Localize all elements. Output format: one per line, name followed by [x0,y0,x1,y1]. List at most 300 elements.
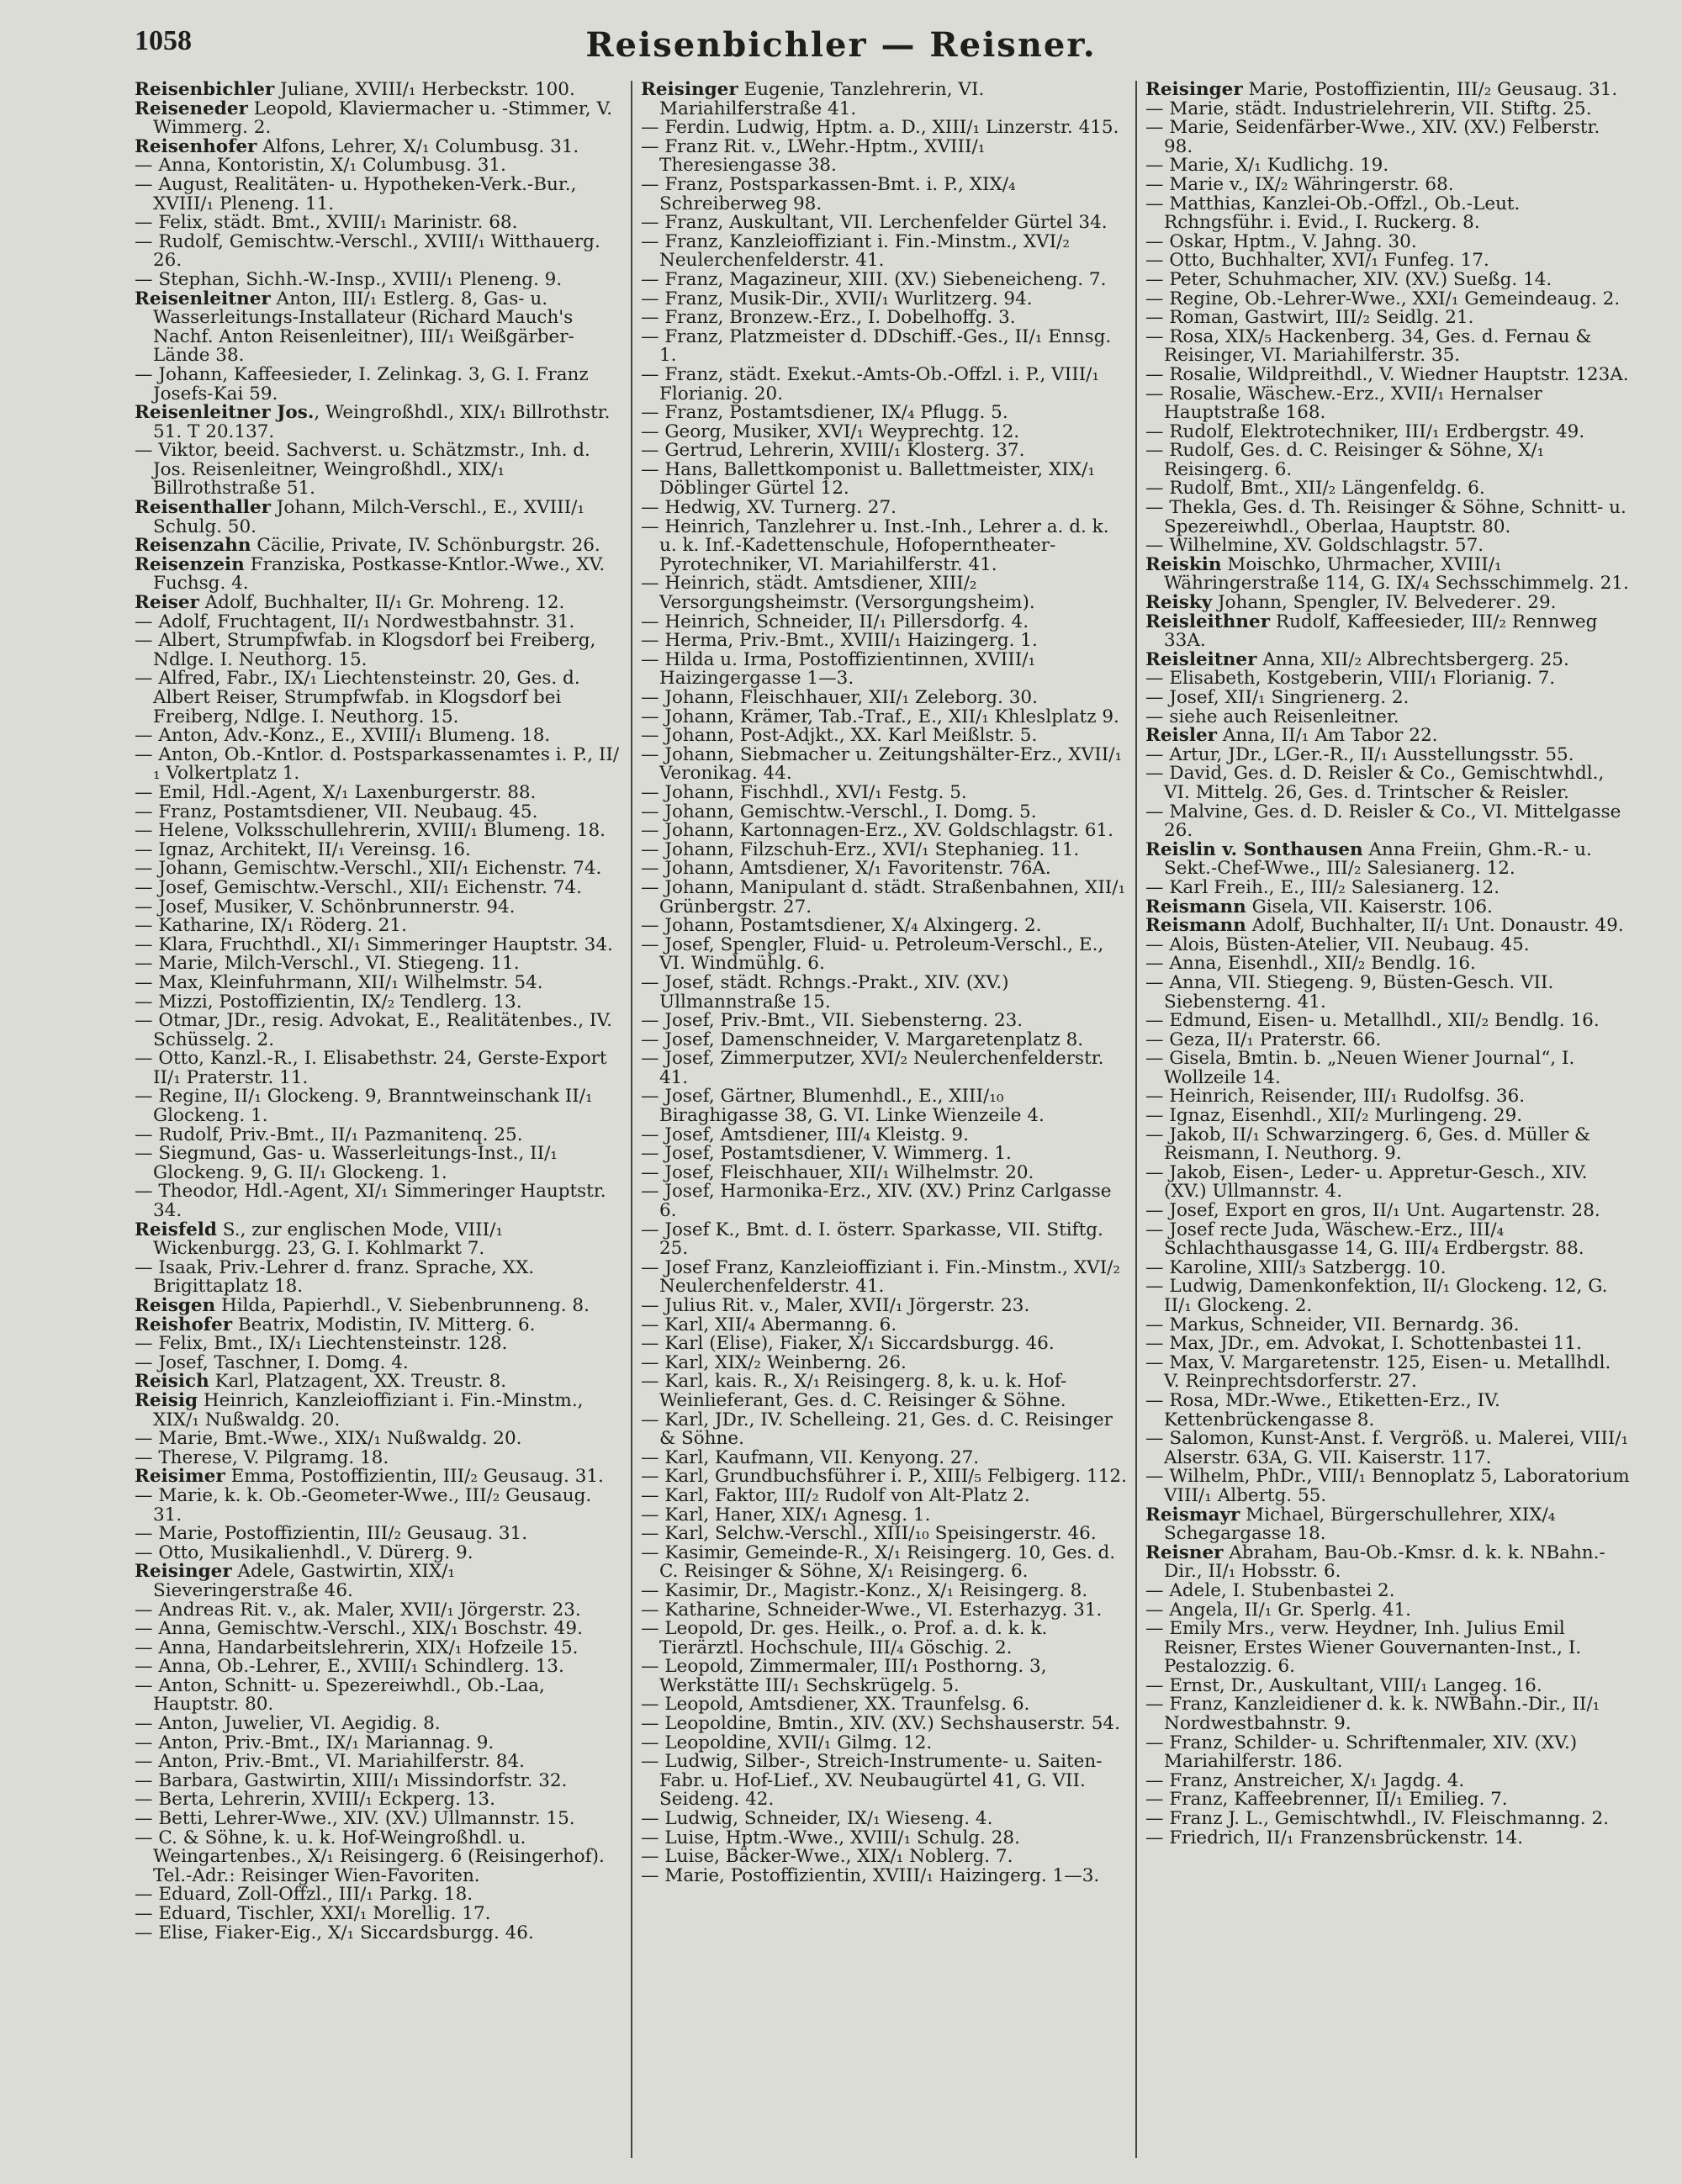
entry-text: — Jakob, Eisen-, Leder- u. Appretur-Gesch., XIV. (XV.) Ullmannstr. 4. [1145,1161,1588,1203]
directory-entry [135,1563,622,1600]
entry-text: — Franz, Kanzleidiener d. k. k. NWBahn.-Dir., II/₁ Nordwestbahnstr. 9. [1145,1694,1600,1735]
entry-text: — Leopold, Dr. ges. Heilk., o. Prof. a. d. k. k. Tierärztl. Hochschule, III/₄ Göschig. 2. [641,1618,1048,1658]
entry-text: — Albert, Strumpfwfab. in Klogsdorf bei Freiberg, Ndlge. I. Neuthorg. 15. [135,630,596,670]
directory-entry [135,1639,622,1658]
entry-text: — Franz J. L., Gemischtwhdl., IV. Fleischmanng. 2. [1145,1808,1609,1830]
directory-entry [135,1446,622,1468]
entry-surname: Reisinger [1145,81,1243,100]
directory-entry [1145,955,1632,974]
entry-text: — Karl, XII/₄ Abermanng. 6. [641,1314,897,1335]
directory-entry [135,613,622,632]
directory-entry [135,499,622,537]
entry-text: Michael, Bürgerschullehrer, XIX/₄ Schegargasse 18. [1164,1504,1556,1545]
entry-surname: Reisky [1145,592,1213,614]
entry-text: — Josef, Harmonika-Erz., XIV. (XV.) Prinz Carlgasse 6. [641,1181,1112,1222]
entry-text: — Jakob, II/₁ Schwarzingerg. 6, Ges. d. Müller & Reismann, I. Neuthorg. 9. [1145,1124,1591,1165]
entry-text: — Anna, Ob.-Lehrer, E., XVIII/₁ Schindlerg. 13. [135,1656,564,1678]
entry-text: Karl, Platzagent, XX. Treustr. 8. [209,1371,507,1393]
entry-text: — Anton, Priv.-Bmt., VI. Mariahilferstr. 84. [135,1751,525,1773]
entry-text: — Luise, Bäcker-Wwe., XIX/₁ Noblerg. 7. [641,1846,1013,1868]
entry-text: — Klara, Fruchthdl., XI/₁ Simmeringer Hauptstr. 34. [135,933,613,955]
directory-entry [641,1411,1127,1449]
entry-text: — Stephan, Sichh.-W.-Insp., XVIII/₁ Pleneng. 9. [135,268,563,290]
entry-surname: Reisfeld [135,1219,217,1240]
entry-text: — Otto, Kanzl.-R., I. Elisabethstr. 24, Gerste-Export II/₁ Praterstr. 11. [135,1048,607,1088]
directory-entry [641,1658,1127,1695]
entry-surname: Reisenzein [135,553,245,575]
directory-entry [641,404,1127,423]
entry-text: — Josef, Gemischtw.-Verschl., XII/₁ Eichenstr. 74. [135,876,582,898]
entry-text: — Marie, Postoffizientin, III/₂ Geusaug. 31. [135,1523,528,1545]
directory-entry [641,917,1127,936]
directory-entry [1145,917,1632,936]
directory-entry [135,1050,622,1087]
directory-entry [641,518,1127,575]
entry-text: — Franz, Kanzleioffiziant i. Fin.-Minstm., XVI/₂ Neulerchenfelderstr. 41. [641,230,1070,272]
directory-entry [1145,195,1632,233]
directory-entry [1145,1277,1632,1315]
directory-entry [135,173,622,214]
entry-text: — Heinrich, städt. Amtsdiener, XIII/₂ Versorgungsheimstr. (Versorgungsheim). [641,573,1035,614]
entry-surname: Reisler [1145,725,1217,747]
directory-entry [641,632,1127,651]
directory-entry [1145,230,1632,252]
directory-entry [641,1734,1127,1753]
directory-entry [641,1050,1127,1087]
entry-text: — Marie, X/₁ Kudlichg. 19. [1145,155,1389,177]
entry-text: Anna, II/₁ Am Tabor 22. [1217,725,1438,747]
entry-text: — Herma, Priv.-Bmt., XVIII/₁ Haizingerg. 1. [641,630,1038,652]
directory-entry [1145,876,1632,898]
directory-entry [641,81,1127,119]
entry-text: — Josef Franz, Kanzleioffiziant i. Fin.-Minstm., XVI/₂ Neulerchenfelderstr. 41. [641,1256,1121,1298]
entry-text: — Josef, Postamtsdiener, V. Wimmerg. 1. [641,1143,1012,1165]
directory-entry [135,268,622,290]
entry-text: — Marie, Postoffizientin, XVIII/₁ Haizingerg. 1—3. [641,1864,1100,1886]
entry-text: — Marie, k. k. Ob.-Geometer-Wwe., III/₂ Geusaug. 31. [135,1484,592,1526]
directory-entry [1145,156,1632,176]
entry-text: — Franz Rit. v., LWehr.-Hptm., XVIII/₁ Theresiengasse 38. [641,135,986,177]
column-1 [126,81,631,2158]
directory-entry [1145,727,1632,746]
directory-entry [641,290,1127,309]
entry-text: — Rosalie, Wildpreithdl., V. Wiedner Hauptstr. 123A. [1145,363,1629,385]
directory-entry [1145,689,1632,708]
entry-text: Moischko, Uhrmacher, XVIII/₁ Währingerstraße 114, G. IX/₄ Sechsschimmelg. 21. [1164,553,1629,595]
entry-text: — Siegmund, Gas- u. Wasserleitungs-Inst., II/₁ Glockeng. 9, G. II/₁ Glockeng. 1. [135,1143,558,1183]
directory-entry [135,1715,622,1734]
directory-entry [1145,1810,1632,1829]
entry-text: — Salomon, Kunst-Anst. f. Vergröß. u. Malerei, VIII/₁ Alserstr. 63A, G. VII. Kaiserstr. 117. [1145,1428,1629,1468]
directory-entry [641,1864,1127,1886]
directory-entry [135,1924,622,1943]
entry-text: — siehe auch Reisenleitner. [1145,706,1399,727]
directory-entry [641,1579,1127,1601]
entry-text: — Markus, Schneider, VII. Bernardg. 36. [1145,1314,1520,1335]
entry-text: — Franz, Auskultant, VII. Lerchenfelder Gürtel 34. [641,212,1108,234]
entry-text: — Franz, Postamtsdiener, IX/₄ Pflugg. 5. [641,402,1008,424]
entry-text: — Marie, Bmt.-Wwe., XIX/₁ Nußwaldg. 20. [135,1428,522,1450]
directory-entry [135,1467,622,1487]
directory-entry [1145,1769,1632,1791]
directory-entry [1145,553,1632,595]
entry-text: — Oskar, Hptm., V. Jahng. 30. [1145,230,1417,252]
directory-entry [135,1541,622,1563]
directory-entry [135,1734,622,1753]
entry-text: — Rudolf, Priv.-Bmt., II/₁ Pazmanitenq. 25. [135,1124,523,1145]
directory-entry [135,1674,622,1716]
entry-text: — Johann, Post-Adjkt., XX. Karl Meißlstr. 5. [641,725,1038,747]
directory-entry [135,933,622,955]
directory-entry [641,1541,1127,1583]
entry-text: — Karl, Faktor, III/₂ Rudolf von Alt-Platz 2. [641,1484,1030,1506]
entry-text: — Thekla, Ges. d. Th. Reisinger & Söhne, Schnitt- u. Spezereiwhdl., Oberlaa, Hauptstr. 80. [1145,497,1626,537]
directory-entry [641,574,1127,612]
entry-text: — Friedrich, II/₁ Franzensbrückenstr. 14. [1145,1827,1524,1848]
directory-entry [1145,325,1632,367]
directory-entry [641,1601,1127,1621]
directory-entry [135,1256,622,1298]
entry-text: — Barbara, Gastwirtin, XIII/₁ Missindorfstr. 32. [135,1769,568,1791]
entry-text: — Leopoldine, Bmtin., XIV. (XV.) Sechshauserstr. 54. [641,1713,1120,1735]
entry-text: — Kasimir, Dr., Magistr.-Konz., X/₁ Reisingerg. 8. [641,1579,1088,1601]
directory-entry [135,1658,622,1677]
entry-surname: Reisgen [135,1295,216,1316]
entry-text: — Alfred, Fabr., IX/₁ Liechtensteinstr. 20, Ges. d. Albert Reiser, Strumpfwfab. in Klogsdorf bei Freiberg, Ndlge. I. Neuthorg. 15. [135,668,580,727]
entry-text: — Marie v., IX/₂ Währingerstr. 68. [1145,173,1454,195]
entry-text: — Josef, Gärtner, Blumenhdl., E., XIII/₁₀ Biraghigasse 38, G. VI. Linke Wienzeile 4. [641,1086,1045,1127]
directory-entry [641,613,1127,632]
entry-text: — Leopoldine, XVII/₁ Gilmg. 12. [641,1732,933,1753]
directory-entry [1145,1674,1632,1696]
directory-entry [1145,251,1632,271]
directory-entry [1145,1467,1632,1505]
entry-text: — Josef recte Juda, Wäschew.-Erz., III/₄ Schlachthausgasse 14, G. III/₄ Erdbergstr. 88. [1145,1219,1584,1260]
entry-text: Anna Freiin, Ghm.-R.- u. Sekt.-Chef-Wwe., III/₂ Salesianerg. 12. [1164,838,1592,880]
directory-entry [641,420,1127,442]
directory-entry [641,1848,1127,1867]
directory-entry [135,404,622,442]
entry-text: — Theodor, Hdl.-Agent, XI/₁ Simmeringer Hauptstr. 34. [135,1181,606,1222]
entry-text: — Ludwig, Silber-, Streich-Instrumente- u. Saiten-Fabr. u. Hof-Lief., XV. Neubaugürtel 41, G. VII. Seideng. 42. [641,1751,1103,1811]
directory-entry [135,838,622,860]
directory-entry [135,1389,622,1430]
directory-entry [641,727,1127,746]
directory-entry [135,1221,622,1259]
directory-entry [641,135,1127,177]
directory-entry [135,1430,622,1449]
entry-text: — C. & Söhne, k. u. k. Hof-Weingroßhdl. u. Weingartenbes., X/₁ Reisingerg. 6 (Reisingerhof). Tel.-Adr.: Reisinger Wien-Favoriten. [135,1827,605,1886]
directory-entry [641,458,1127,500]
entry-text: — Ernst, Dr., Auskultant, VIII/₁ Langeg. 16. [1145,1674,1542,1696]
directory-entry [641,1525,1127,1544]
entry-text: — Heinrich, Schneider, II/₁ Pillersdorfg. 4. [641,611,1029,632]
entry-text: Marie, Postoffizientin, III/₂ Geusaug. 31. [1242,81,1618,100]
directory-entry [1145,268,1632,290]
entry-text: Anna, XII/₂ Albrechtsbergerg. 25. [1256,648,1569,670]
directory-entry [135,822,622,841]
entry-text: — Artur, JDr., LGer.-R., II/₁ Ausstellungsstr. 55. [1145,743,1574,765]
entry-text: — Karl Freih., E., III/₂ Salesianerg. 12. [1145,876,1500,898]
directory-entry [641,1715,1127,1734]
directory-entry [1145,1620,1632,1677]
directory-entry [641,781,1127,803]
directory-entry [1145,971,1632,1013]
directory-entry [1145,100,1632,119]
entry-text: Beatrix, Modistin, IV. Mitterg. 6. [232,1314,536,1335]
directory-entry [135,230,622,272]
directory-entry [135,553,622,595]
directory-entry [641,876,1127,917]
directory-entry [1145,594,1632,613]
directory-entry [641,1126,1127,1145]
directory-entry [1145,669,1632,689]
entry-text: — Geza, II/₁ Praterstr. 66. [1145,1029,1382,1050]
directory-entry [1145,537,1632,556]
entry-text: Gisela, VII. Kaiserstr. 106. [1246,896,1493,917]
entry-text: — Johann, Kaffeesieder, I. Zelinkag. 3, G. I. Franz Josefs-Kai 59. [135,363,589,405]
entry-text: — Otto, Musikalienhdl., V. Dürerg. 9. [135,1541,473,1563]
directory-entry [641,1087,1127,1125]
directory-entry [1145,1389,1632,1430]
directory-entry [135,135,622,157]
entry-text: — Karl, Kaufmann, VII. Kenyong. 27. [641,1446,980,1468]
directory-entry [135,1829,622,1886]
directory-entry [1145,442,1632,479]
directory-entry [1145,1202,1632,1221]
entry-text: — Ignaz, Architekt, II/₁ Vereinsg. 16. [135,838,471,860]
entry-text: — Helene, Volksschullehrerin, XVIII/₁ Blumeng. 18. [135,820,606,842]
entry-text: — Regine, II/₁ Glockeng. 9, Branntweinschank II/₁ Glockeng. 1. [135,1086,593,1127]
directory-entry [641,1620,1127,1658]
entry-text: — Josef, Priv.-Bmt., VII. Siebensterng. 23. [641,1010,1023,1032]
directory-entry [135,290,622,366]
directory-entry [135,1126,622,1145]
directory-entry [1145,1316,1632,1335]
entry-text: — Emil, Hdl.-Agent, X/₁ Laxenburgerstr. 88. [135,781,537,803]
directory-entry [1145,838,1632,880]
directory-entry [641,1161,1127,1183]
directory-entry [641,363,1127,405]
entry-text: — Karl, Grundbuchsführer i. P., XIII/₅ Felbigerg. 112. [641,1466,1127,1488]
entry-text: — Eduard, Tischler, XXI/₁ Morellig. 17. [135,1903,491,1924]
column-2 [631,81,1135,2158]
entry-text: — Katharine, Schneider-Wwe., VI. Esterhazyg. 31. [641,1599,1103,1621]
directory-entry [135,971,622,993]
entry-text: Johann, Milch-Verschl., E., XVIII/₁ Schulg. 50. [153,497,584,537]
entry-text: — Karoline, XIII/₃ Satzbergg. 10. [1145,1256,1447,1278]
entry-text: — Anna, Gemischtw.-Verschl., XIX/₁ Boschstr. 49. [135,1618,583,1640]
directory-entry [641,1695,1127,1715]
directory-entry [135,100,622,138]
directory-entry [641,1316,1127,1335]
entry-text: Franziska, Postkasse-Kntlor.-Wwe., XV. Fuchsg. 4. [153,553,606,595]
entry-surname: Reisinger [641,81,738,100]
entry-text: — Gertrud, Lehrerin, XVIII/₁ Klosterg. 37. [641,440,1025,462]
directory-entry [1145,173,1632,195]
entry-text: — Johann, Siebmacher u. Zeitungshälter-Erz., XVII/₁ Veronikag. 44. [641,743,1123,785]
entry-text: — Felix, Bmt., IX/₁ Liechtensteinstr. 128. [135,1333,508,1355]
entry-text: — Johann, Krämer, Tab.-Traf., E., XII/₁ Khleslplatz 9. [641,706,1119,727]
directory-entry [135,1525,622,1544]
directory-entry [1145,363,1632,385]
entry-surname: Reishofer [135,1314,233,1335]
directory-entry [1145,1335,1632,1354]
directory-entry [641,1506,1127,1526]
entry-text: — Ludwig, Damenkonfektion, II/₁ Glockeng. 12, G. II/₁ Glockeng. 2. [1145,1276,1608,1316]
entry-surname: Reisinger [135,1561,232,1583]
entry-text: Abraham, Bau-Ob.-Kmsr. d. k. k. NBahn.-Dir., II/₁ Hobsstr. 6. [1164,1541,1605,1583]
directory-entry [641,838,1127,860]
entry-text: — Roman, Gastwirt, III/₂ Seidlg. 21. [1145,307,1474,329]
entry-text: — David, Ges. d. D. Reisler & Co., Gemischtwhdl., VI. Mittelg. 26, Ges. d. Trintscher & Reisler. [1145,763,1605,803]
directory-entry [135,1087,622,1125]
directory-entry [135,1316,622,1335]
directory-entry [135,1810,622,1829]
directory-entry [641,1351,1127,1373]
directory-entry [1145,385,1632,423]
entry-surname: Reiser [135,592,199,614]
entry-text: — Heinrich, Tanzlehrer u. Inst.-Inh., Lehrer a. d. k. u. k. Inf.-Kadettenschule, Hofoperntheater-Pyrotechniker, VI. Mariahilferstr. 41. [641,516,1109,575]
directory-entry [641,803,1127,822]
entry-text: Johann, Spengler, IV. Belvederег. 29. [1212,592,1557,614]
entry-text: — Rudolf, Ges. d. C. Reisinger & Söhne, X/₁ Reisingerg. 6. [1145,440,1545,480]
entry-text: Alfons, Lehrer, X/₁ Columbusg. 31. [257,135,579,157]
entry-text: — Max, V. Margaretenstr. 125, Eisen- u. Metallhdl. V. Reinprechtsdorferstr. 27. [1145,1351,1611,1393]
entry-text: — Franz, Musik-Dir., XVII/₁ Wurlitzerg. 94. [641,288,1033,309]
entry-text: Eugenie, Tanzlehrerin, VI. Mariahilferstraße 41. [659,81,985,119]
directory-entry [135,669,622,727]
entry-surname: Reismann [1145,915,1246,937]
entry-text: Anton, III/₁ Estlerg. 8, Gas- u. Wasserleitungs-Installateur (Richard Mauch's Nachf. Anton Reisenleitner), III/₁ Weißgärber-Lände 38. [153,288,574,367]
directory-entry [135,876,622,898]
entry-surname: Reismayr [1145,1504,1240,1526]
directory-entry [1145,1790,1632,1810]
directory-entry [135,1790,622,1810]
entry-text: — Betti, Lehrer-Wwe., XIV. (XV.) Ullmannstr. 15. [135,1808,575,1830]
directory-entry [1145,479,1632,499]
entry-surname: Reismann [1145,896,1246,917]
directory-entry [641,1221,1127,1259]
entry-text: Juliane, XVIII/₁ Herbeckstr. 100. [274,81,575,100]
entry-text: — Hans, Ballettkomponist u. Ballettmeister, XIX/₁ Döblinger Gürtel 12. [641,458,1095,500]
directory-entry [1145,933,1632,955]
entry-surname: Reisenleitner Jos. [135,402,315,424]
entry-text: — Karl, XIX/₂ Weinberng. 26. [641,1351,907,1373]
directory-entry [1145,309,1632,328]
entry-text: — August, Realitäten- u. Hypotheken-Verk.-Bur., XVIII/₁ Pleneng. 11. [135,173,577,214]
directory-entry [135,1620,622,1639]
directory-entry [1145,1601,1632,1621]
directory-entry [1145,613,1632,651]
entry-text: — Johann, Fleischhauer, XII/₁ Zeleborg. 30. [641,687,1038,708]
directory-entry [1145,1087,1632,1107]
directory-entry [641,1256,1127,1298]
entry-text: — Ferdin. Ludwig, Hptm. a. D., XIII/₁ Linzerstr. 415. [641,117,1119,139]
entry-text: — Katharine, IX/₁ Röderg. 21. [135,915,407,937]
directory-entry [1145,1351,1632,1393]
entry-surname: Reisich [135,1371,209,1393]
entry-text: Adele, Gastwirtin, XIX/₁ Sieveringerstraße 46. [153,1561,456,1601]
entry-text: — Franz, Anstreicher, X/₁ Jagdg. 4. [1145,1769,1465,1791]
entry-text: — Peter, Schuhmacher, XIV. (XV.) Sueßg. 14. [1145,268,1552,290]
directory-entry [1145,1107,1632,1126]
entry-text: — Josef, Musiker, V. Schönbrunnerstr. 94. [135,896,516,917]
directory-entry [641,933,1127,975]
directory-entry [135,1372,622,1392]
entry-text: Rudolf, Kaffeesieder, III/₂ Rennweg 33A. [1164,611,1598,652]
directory-entry [135,727,622,746]
entry-text: — Johann, Manipulant d. städt. Straßenbahnen, XII/₁ Grünbergstr. 27. [641,876,1126,917]
entry-text: — Franz, Platzmeister d. DDschiff.-Ges., II/₁ Ennsg. 1. [641,325,1112,367]
entry-text: Heinrich, Kanzleioffiziant i. Fin.-Minstm., XIX/₁ Nußwaldg. 20. [153,1389,584,1430]
directory-entry [135,1601,622,1621]
entry-text: — Marie, Seidenfärber-Wwe., XIV. (XV.) Felberstr. 98. [1145,117,1600,157]
entry-text: — Anna, Kontoristin, X/₁ Columbusg. 31. [135,155,506,177]
entry-surname: Reisner [1145,1541,1224,1563]
directory-entry [135,1351,622,1373]
entry-text: — Anton, Ob.-Kntlor. d. Postsparkassenamtes i. P., II/₁ Volkertplatz 1. [135,743,620,785]
entry-text: — Leopold, Zimmermaler, III/₁ Posthorng. 3, Werkstätte III/₁ Sechskrügelg. 5. [641,1656,1047,1696]
entry-surname: Reisenbichler [135,81,275,100]
directory-entry [135,743,622,785]
entry-surname: Reisenleitner [135,288,271,309]
entry-text: — Josef, Fleischhauer, XII/₁ Wilhelmstr. 20. [641,1161,1034,1183]
entry-text: — Felix, städt. Bmt., XVIII/₁ Marinistr. 68. [135,212,518,234]
directory-entry [135,898,622,917]
entry-text: — Johann, Gemischtw.-Verschl., I. Domg. 5. [641,801,1037,822]
column-3 [1135,81,1640,2158]
entry-text: — Johann, Filzschuh-Erz., XVI/₁ Stephanieg. 11. [641,838,1080,860]
directory-entry [1145,1256,1632,1278]
directory-entry [641,442,1127,461]
directory-entry [135,442,622,499]
entry-text: — Elisabeth, Kostgeberin, VIII/₁ Florianig. 7. [1145,668,1556,690]
directory-entry [1145,1221,1632,1259]
directory-entry [641,1829,1127,1848]
directory-entry [641,230,1127,272]
entry-text: — Franz, Schilder- u. Schriftenmaler, XIV. (XV.) Mariahilferstr. 186. [1145,1732,1578,1773]
directory-entry [135,1905,622,1924]
entry-text: — Johann, Postamtsdiener, X/₄ Alxingerg. 2. [641,915,1042,937]
entry-text: — Kasimir, Gemeinde-R., X/₁ Reisingerg. 10, Ges. d. C. Reisinger & Söhne, X/₁ Reisingerg. 6. [641,1541,1116,1583]
directory-entry [641,971,1127,1013]
directory-entry [641,1297,1127,1316]
page-title: Reisenbichler — Reisner. [585,25,1097,65]
entry-text: — Gisela, Bmtin. b. „Neuen Wiener Journal“, I. Wollzeile 14. [1145,1048,1575,1088]
directory-entry [135,594,622,613]
entry-text: — Viktor, beeid. Sachverst. u. Schätzmstr., Inh. d. Jos. Reisenleitner, Weingroßhdl., XIX/₁ Billrothstraße 51. [135,440,590,500]
entry-text: — Franz, Postsparkassen-Bmt. i. P., XIX/₄ Schreiberweg 98. [641,173,1016,214]
directory-entry [135,1297,622,1316]
entry-text: — Rosa, XIX/₅ Hackenberg. 34, Ges. d. Fernau & Reisinger, VI. Mariahilferstr. 35. [1145,325,1592,367]
entry-text: — Franz, Bronzew.-Erz., I. Dobelhoffg. 3. [641,307,1016,329]
entry-text: — Rudolf, Gemischtw.-Verschl., XVIII/₁ Witthauerg. 26. [135,230,600,272]
entry-text: — Georg, Musiker, XVI/₁ Weyprechtg. 12. [641,420,1020,442]
directory-entry [135,1012,622,1050]
directory-entry [135,803,622,822]
directory-entry [135,1182,622,1220]
directory-entry [641,822,1127,841]
directory-entry [1145,1126,1632,1164]
directory-entry [641,1372,1127,1410]
directory-entry [1145,743,1632,765]
entry-text: — Hedwig, XV. Turnerg. 27. [641,497,897,519]
entry-text: — Edmund, Eisen- u. Metallhdl., XII/₂ Bendlg. 16. [1145,1010,1600,1032]
entry-text: — Karl, JDr., IV. Schelleing. 21, Ges. d. C. Reisinger & Söhne. [641,1409,1113,1450]
directory-entry [641,1810,1127,1829]
entry-text: Leopold, Klaviermacher u. -Stimmer, V. Wimmerg. 2. [153,98,613,139]
